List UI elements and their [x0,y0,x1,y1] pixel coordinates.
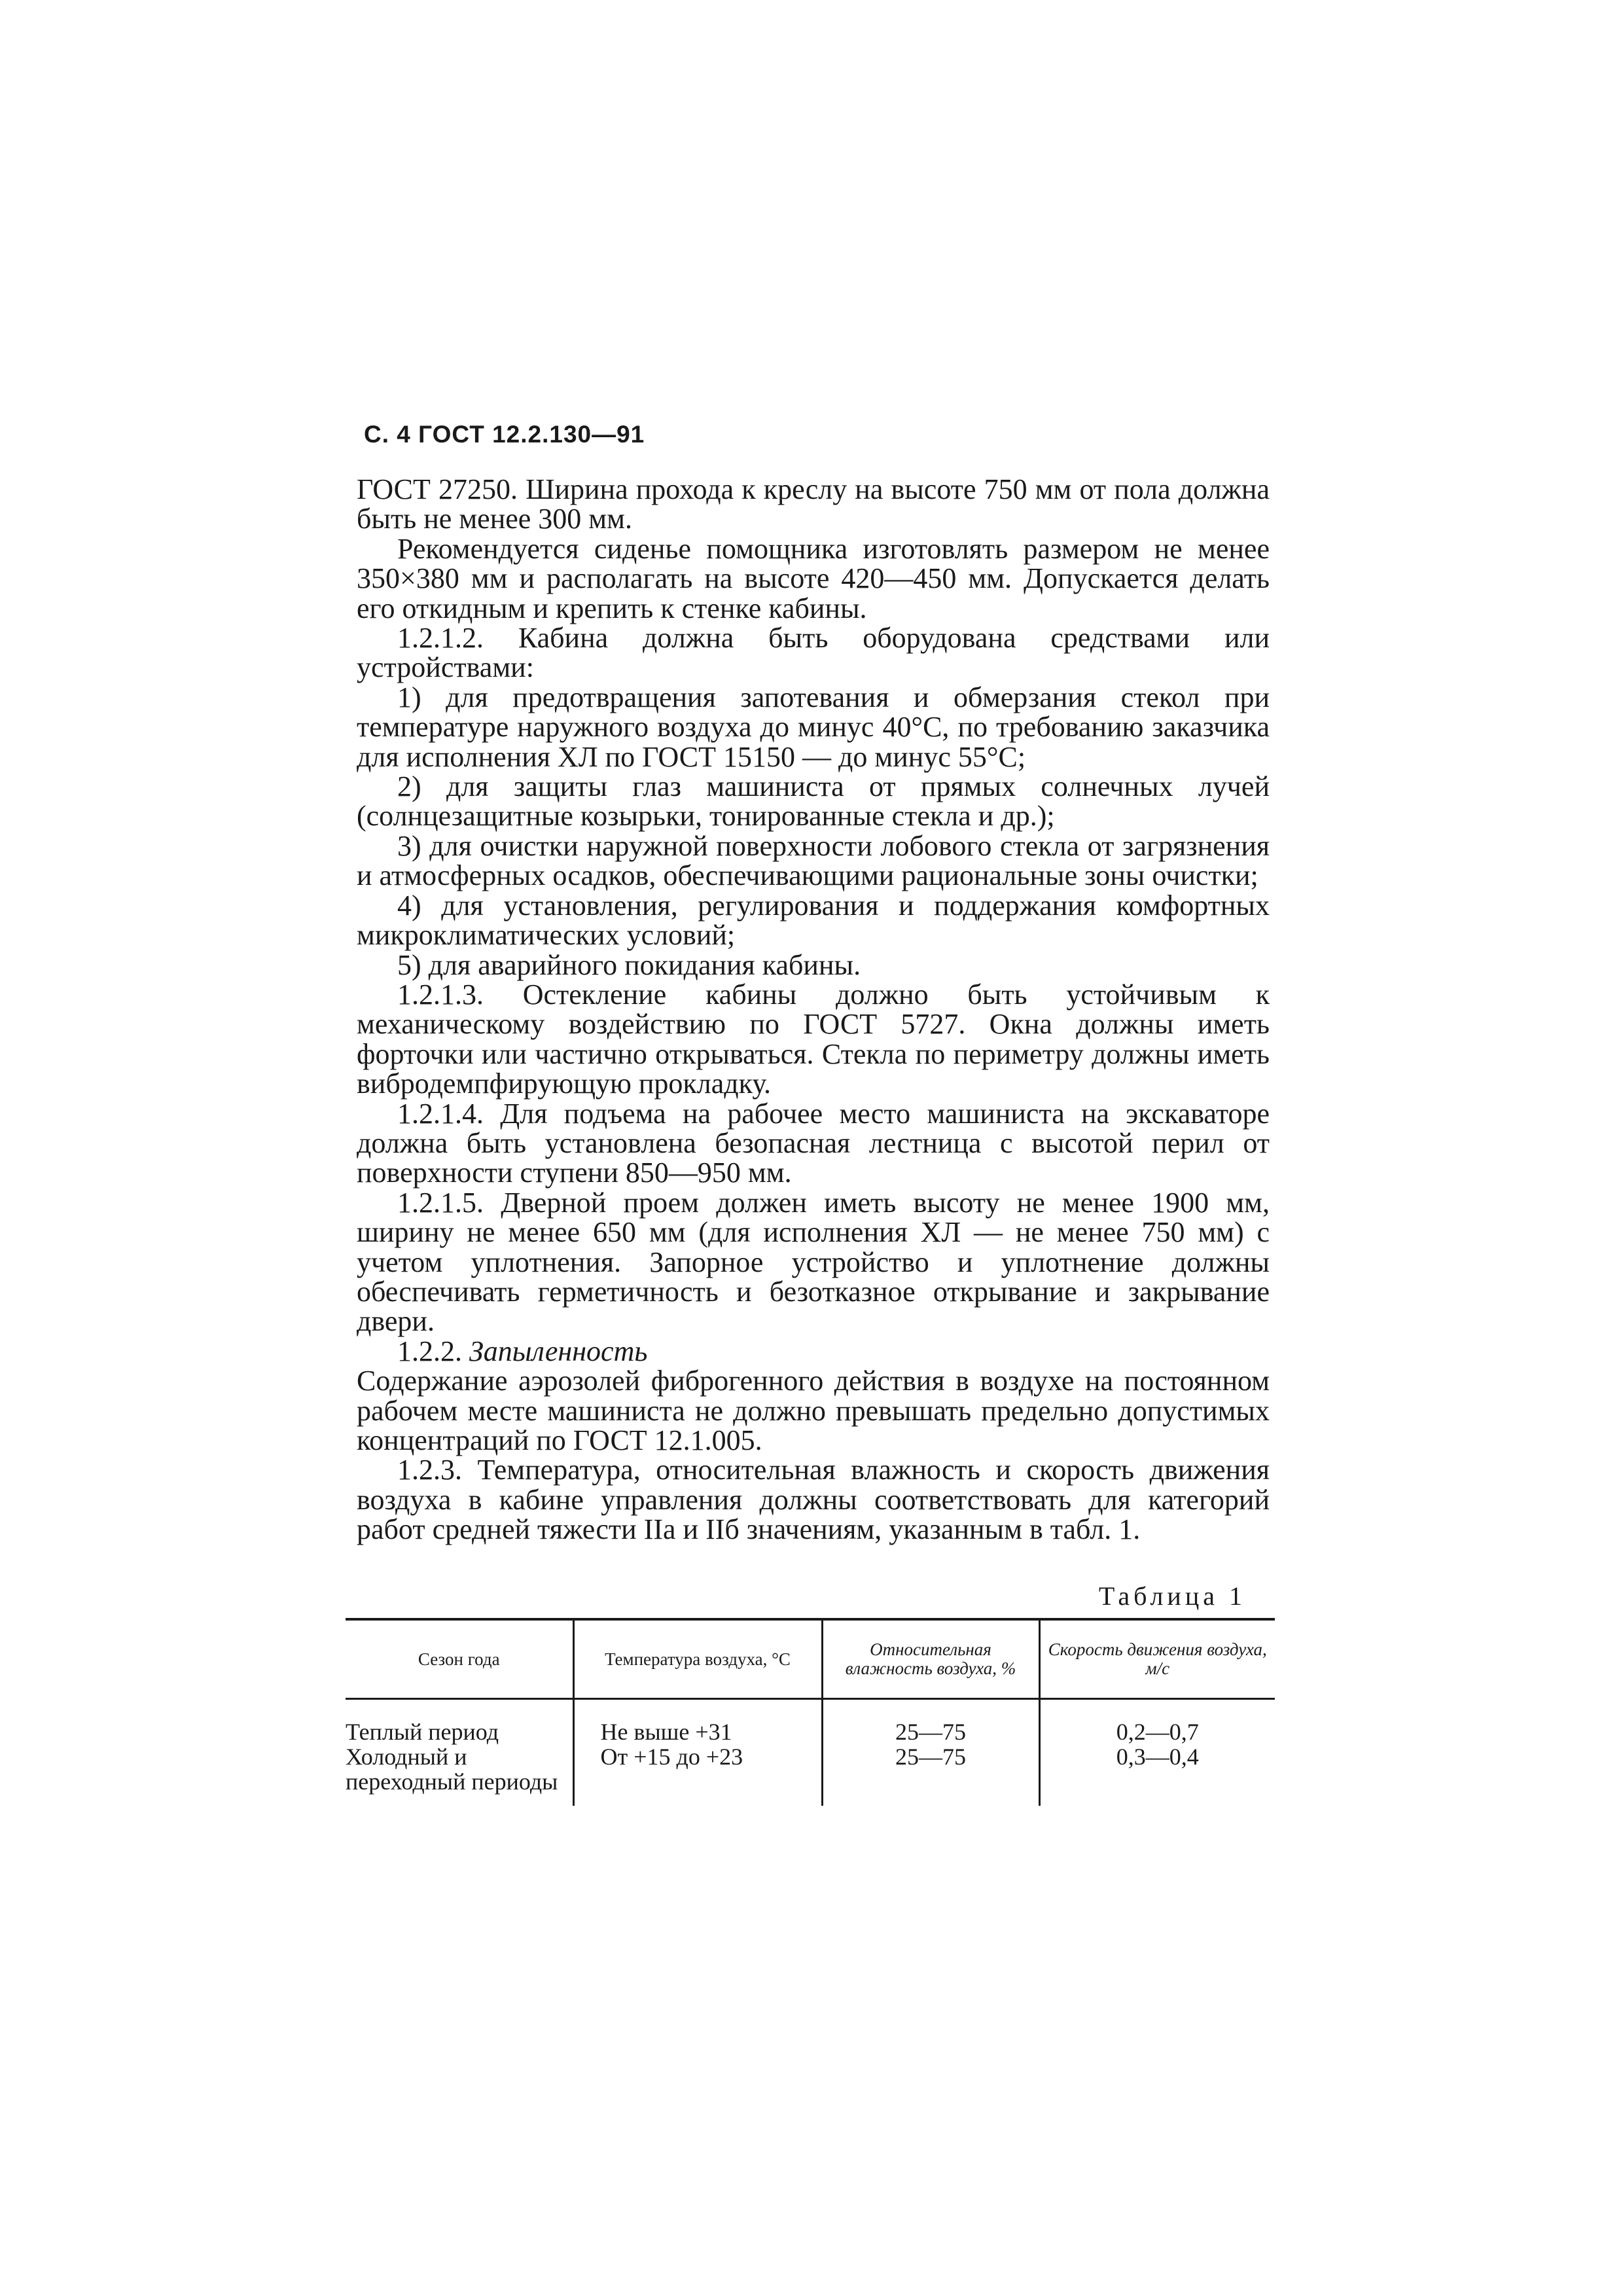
column-header-humidity: Относительная влажность воздуха, % [822,1619,1039,1699]
page-header: С. 4 ГОСТ 12.2.130—91 [364,421,645,448]
table-cell-air-speed: 0,3—0,4 [1039,1744,1275,1806]
paragraph: 1.2.1.5. Дверной проем должен иметь высоту не менее 1900 мм, ширину не менее 650 мм (для исполнения ХЛ — не менее 750 мм) с учетом уплотнения. Запорное устройство и уплотнение должны обеспечивать герметичность и безотказное открывание и закрывание двери. [357,1186,1270,1338]
paragraph: 1.2.1.2. Кабина должна быть оборудована средствами или устройствами: [357,622,1270,684]
list-item: 3) для очистки наружной поверхности лобового стекла от загрязнения и атмосферных осадков, обеспечивающими рациональные зоны очистки; [357,829,1270,892]
paragraph: Содержание аэрозолей фиброгенного действия в воздухе на постоянном рабочем месте машиниста не должно превышать предельно допустимых концентраций по ГОСТ 12.1.005. [357,1365,1270,1456]
table-cell-humidity: 25—75 [822,1744,1039,1806]
table-cell-air-speed: 0,2—0,7 [1039,1699,1275,1745]
list-item: 5) для аварийного покидания кабины. [397,948,861,981]
table-cell-humidity: 25—75 [822,1699,1039,1745]
data-table [346,1618,1275,1806]
paragraph: 1.2.3. Температура, относительная влажность и скорость движения воздуха в кабине управления должны соответствовать для категорий работ средней тяжести IIа и IIб значениям, указанным в табл. 1. [357,1454,1270,1546]
table-cell-season: Теплый период [346,1719,499,1745]
paragraph: 1.2.1.4. Для подъема на рабочее место машиниста на экскаваторе должна быть установлена безопасная лестница с высотой перил от поверхности ступени 850—950 мм. [357,1097,1270,1189]
body-text [357,475,1270,1545]
section-heading [357,1336,1270,1366]
column-header-season: Сезон года [346,1619,573,1699]
table-cell-temperature: От +15 до +23 [573,1744,822,1806]
column-header-air-speed: Скорость движения воздуха, м/с [1039,1619,1275,1699]
table-row [346,1744,1275,1806]
section-title: Запыленность [469,1335,648,1367]
paragraph: 1.2.1.3. Остекление кабины должно быть устойчивым к механическому воздействию по ГОСТ 5727. Окна должны иметь форточки или частично открываться. Стекла по периметру должны иметь вибродемпфирующую прокладку. [357,978,1270,1100]
paragraph: Рекомендуется сиденье помощника изготовлять размером не менее 350×380 мм и располагать на высоте 420—450 мм. Допускается делать его откидным и крепить к стенке кабины. [357,532,1270,624]
list-item: 1) для предотвращения запотевания и обмерзания стекол при температуре наружного воздуха до минус 40°С, по требованию заказчика для исполнения ХЛ по ГОСТ 15150 — до минус 55°С; [357,681,1270,773]
table-header-row [346,1619,1275,1699]
list-item: 4) для установления, регулирования и поддержания комфортных микроклиматических условий; [357,889,1270,952]
table-row [346,1699,1275,1745]
table-caption: Таблица 1 [1098,1581,1246,1611]
table-1 [346,1618,1275,1806]
paragraph: ГОСТ 27250. Ширина прохода к креслу на высоте 750 мм от пола должна быть не менее 300 мм. [357,473,1270,535]
column-header-temperature: Температура воздуха, °С [573,1619,822,1699]
table-cell-season: Холодный и переходный периоды [346,1744,558,1795]
section-number: 1.2.2. [397,1335,462,1367]
list-item: 2) для защиты глаз машиниста от прямых солнечных лучей (солнцезащитные козырьки, тонированные стекла и др.); [357,770,1270,833]
table-cell-temperature: Не выше +31 [573,1699,822,1745]
